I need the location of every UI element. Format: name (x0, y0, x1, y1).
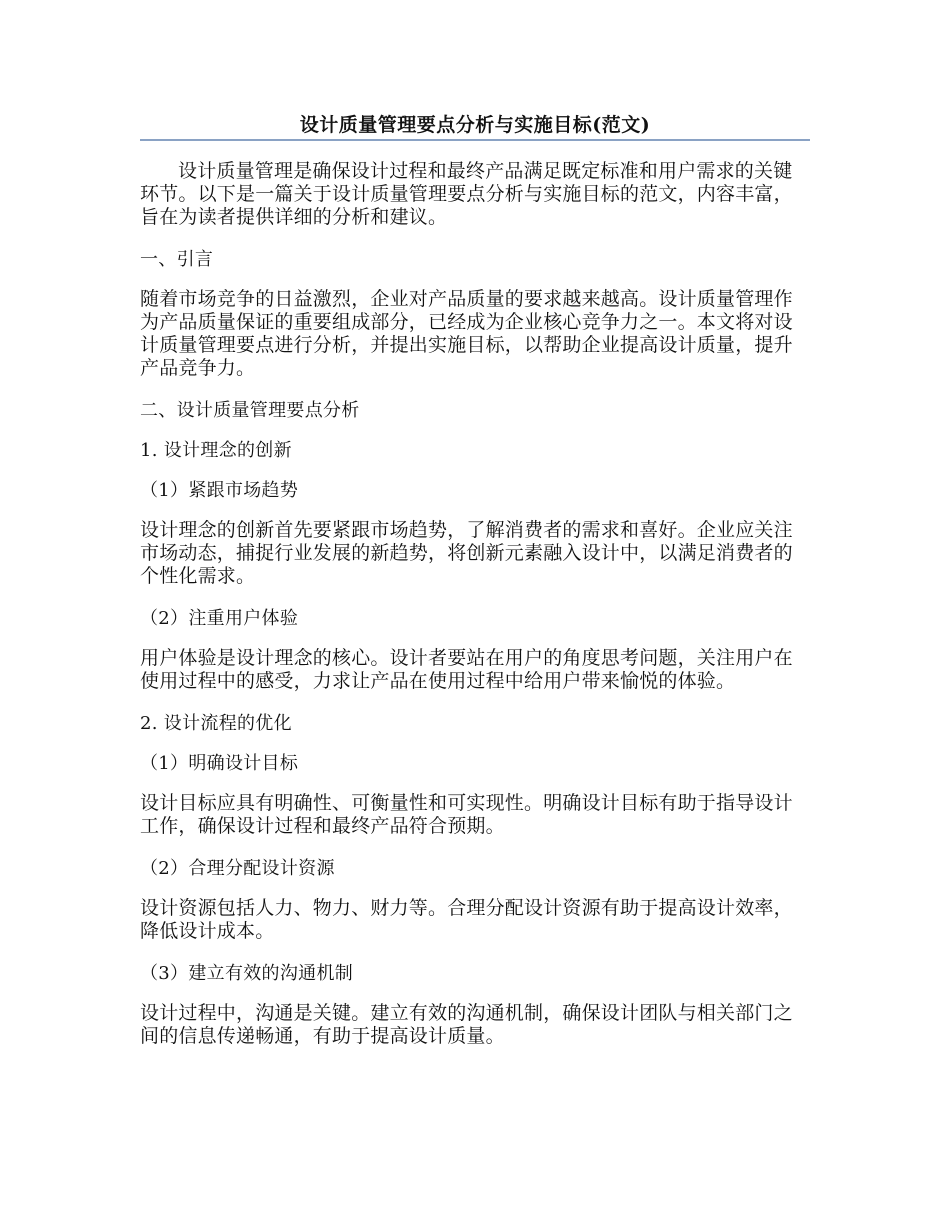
item-heading-communication: （3）建立有效的沟通机制 (140, 963, 354, 984)
resource-allocation-paragraph: 设计资源包括人力、物力、财力等。合理分配设计资源有助于提高设计效率，降低设计成本。 (140, 897, 793, 942)
user-experience-paragraph: 用户体验是设计理念的核心。设计者要站在用户的角度思考问题，关注用户在使用过程中的感受，力求让产品在使用过程中给用户带来愉悦的体验。 (140, 647, 793, 692)
introduction-paragraph: 随着市场竞争的日益激烈，企业对产品质量的要求越来越高。设计质量管理作为产品质量保证的重要组成部分，已经成为企业核心竞争力之一。本文将对设计质量管理要点进行分析，并提出实施目标，以帮助企业提高设计质量，提升产品竞争力。 (140, 288, 793, 379)
title-underline (140, 139, 810, 141)
section-heading-key-points: 二、设计质量管理要点分析 (140, 400, 360, 421)
intro-paragraph: 设计质量管理是确保设计过程和最终产品满足既定标准和用户需求的关键环节。以下是一篇关于设计质量管理要点分析与实施目标的范文，内容丰富，旨在为读者提供详细的分析和建议。 (140, 160, 793, 228)
document-body (140, 160, 800, 1067)
design-goals-paragraph: 设计目标应具有明确性、可衡量性和可实现性。明确设计目标有助于指导设计工作，确保设计过程和最终产品符合预期。 (140, 792, 793, 837)
section-heading-introduction: 一、引言 (140, 249, 214, 270)
market-trends-paragraph: 设计理念的创新首先要紧跟市场趋势，了解消费者的需求和喜好。企业应关注市场动态，捕捉行业发展的新趋势，将创新元素融入设计中，以满足消费者的个性化需求。 (140, 519, 793, 587)
item-heading-user-experience: （2）注重用户体验 (140, 608, 299, 629)
item-heading-market-trends: （1）紧跟市场趋势 (140, 480, 299, 501)
item-heading-design-goals: （1）明确设计目标 (140, 753, 299, 774)
subsection-heading-design-concept: 1. 设计理念的创新 (140, 440, 292, 461)
subsection-heading-process-optimization: 2. 设计流程的优化 (140, 713, 292, 734)
item-heading-resource-allocation: （2）合理分配设计资源 (140, 858, 335, 879)
document-title: 设计质量管理要点分析与实施目标(范文) (299, 114, 651, 136)
communication-paragraph: 设计过程中，沟通是关键。建立有效的沟通机制，确保设计团队与相关部门之间的信息传递畅通，有助于提高设计质量。 (140, 1002, 793, 1047)
